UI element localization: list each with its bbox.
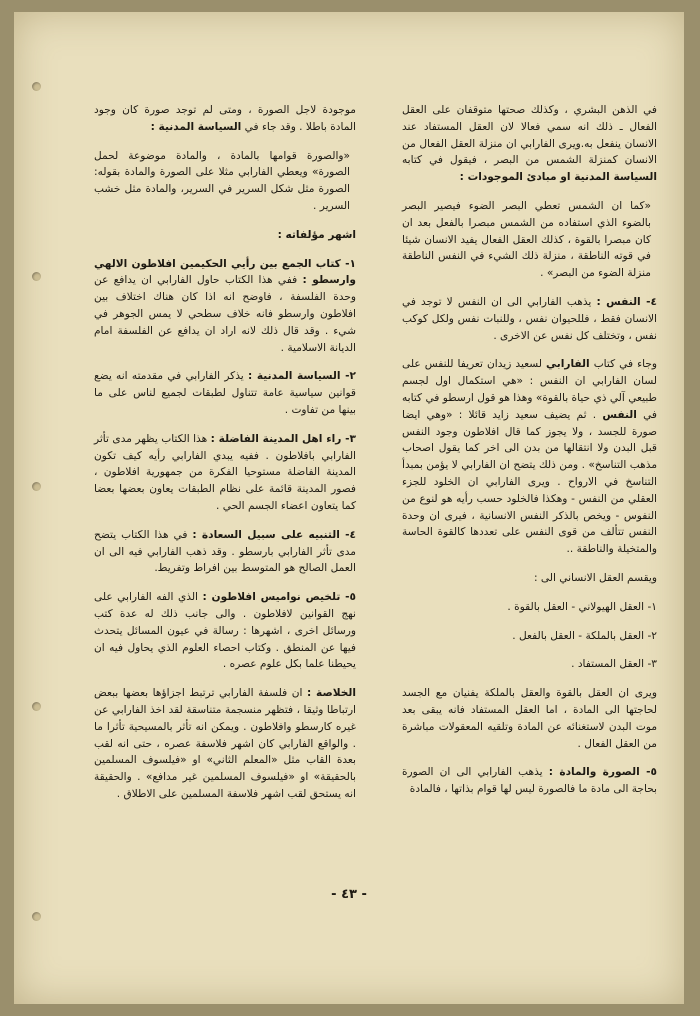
work-title: ٤- التنبيه على سبيل السعادة :	[192, 528, 356, 541]
binding-hole	[32, 702, 41, 711]
conclusion	[94, 685, 356, 803]
work-item	[94, 527, 356, 577]
book-title: السياسة المدنية :	[150, 120, 242, 133]
work-text: الذي الفه الفارابي على نهج القوانين لافلاطون . والى جانب ذلك له عدة كتب ورسائل اخرى ، اشهرها : رسالة في عيون المسائل يتحدث فيها عن المنطق . وكتاب احصاء العلوم الذي يحاول فيه ان يحيطنا علما بكل علوم عصره .	[94, 591, 356, 671]
work-title: ٥- تلخيص نواميس افلاطون :	[202, 591, 356, 604]
paragraph-text: وجاء في كتاب	[589, 358, 657, 371]
work-text: في هذا الكتاب يتضح مدى تأثر الفارابي بارسطو . وقد ذهب الفارابي فيه الى ان العمل الصالح هو المتوسط بين افراط وتفريط.	[94, 528, 356, 575]
paragraph	[402, 294, 657, 344]
paragraph	[402, 102, 657, 186]
paragraph-text: يذهب الفارابي الى ان النفس لا توجد في الانسان فقط ، فللحيوان نفس ، وللنبات نفس ولكل كوكب نفس ، وتختلف كل نفس عن الاخرى .	[402, 295, 657, 342]
work-title: ١- كتاب الجمع بين رأيي الحكيمين افلاطون الالهي وارسطو :	[94, 257, 357, 287]
paragraph: ويقسم العقل الانساني الى :	[533, 571, 657, 584]
paragraph	[402, 764, 657, 798]
work-title: ٢- السياسة المدنية :	[248, 370, 356, 383]
left-column	[94, 102, 356, 815]
list-item: ٣- العقل المستفاد .	[571, 658, 657, 671]
works-heading: اشهر مؤلفاته :	[277, 228, 356, 241]
section-heading: ٥- الصورة والمادة :	[548, 766, 657, 779]
binding-hole	[32, 912, 41, 921]
work-text: يذكر الفارابي في مقدمته انه يضع قوانين سياسية عامة تتناول لطبقات لجميع لناس على ما بينها من تفاوت .	[94, 370, 356, 416]
page-number: - ٤٣ -	[331, 887, 367, 902]
paragraph-text: لسعيد زيدان تعريفا للنفس على لسان الفارابي ان النفس : «هي استكمال اول لجسم طبيعي آلي ذي حياة بالقوة» وهذا هو قول ارسطو في كتابه في	[402, 358, 657, 421]
quote: «كما ان الشمس تعطي البصر الضوء فيصير البصر بالضوء الذي استفاده من الشمس مبصرا بالفعل بعد ان كان مبصرا بالقوة ، كذلك العقل الفعال يفيد الانسان شيئا في قوته الناطقة ، منزلة ذلك الشيء في النفس الناطقة منزلة الضوء من البصر» .	[402, 199, 651, 280]
work-item	[94, 431, 356, 515]
binding-holes	[28, 12, 50, 1004]
quote: «والصورة قوامها بالمادة ، والمادة موضوعة لحمل الصورة» ويعطي الفارابي مثلا على الصورة والمادة بقوله: الصورة مثل شكل السرير في السرير، والمادة مثل خشب السرير .	[94, 149, 350, 212]
paragraph-text: موجودة لاجل الصورة ، ومتى لم توجد صورة كان وجود المادة باطلا . وقد جاء في	[94, 104, 356, 133]
binding-hole	[32, 82, 41, 91]
work-item	[94, 589, 356, 673]
conclusion-text: ان فلسفة الفارابي ترتبط اجزاؤها بعضها ببعض ارتباطا وثيقا ، فتظهر منسجمة متناسقة لقد اخذ الفارابي عن غيره كارسطو وافلاطون . ويمكن انه تأثر بالمسيحية تأثرا ما . والواقع الفارابي كان اشهر فلاسفة عصره ، حتى انه لقب بعدة القاب مثل «المعلم الثاني» او «فيلسوف المسلمين بالحقيقة» او «فيلسوف المسلمين غير مدافع» . والحقيقة انه يستحق لقب اشهر فلاسفة المسلمين على الاطلاق .	[94, 687, 356, 800]
work-title: ٣- راء اهل المدينة الفاضلة :	[210, 432, 356, 445]
paragraph-text: يذهب الفارابي الى ان الصورة بحاجة الى مادة ما فالصورة ليس لها قوام بذاتها ، فالمادة	[402, 766, 657, 796]
work-item	[94, 368, 356, 418]
paragraph-text: في الذهن البشري ، وكذلك صحتها متوقفان على العقل الفعال ـ ذلك انه سمي فعالا لان العقل المستفاد عند الانسان ينفعل به.ويرى الفارابي ان منزلة العقل الفعال من الانسان كمنزلة الشمس من البصر ، فيقول في كتابه	[402, 104, 657, 167]
term-bold: النفس	[602, 408, 637, 421]
right-column	[402, 102, 657, 810]
paragraph-text: . ثم يضيف سعيد زايد قائلا : «وهي ايضا صورة للجسد ، ولا يجوز كما قال افلاطون وجود النفس قبل البدن ولا انتقالها من بدن الى اخر كما يقول اصحاب مذهب التناسخ» . ومن ذلك يتضح ان الفارابي لا يؤمن بمبدأ التناسخ في الارواح . ويرى الفارابي ان الخلود للجزء العقلي من النفس - وهكذا فالخلود حسب رأيه هو لنوع من النفوس - ويخص بالذكر النفس الانسانية ، فيرى ان وحدة النفس تتألف من قوى النفس على تعددها كالقوة الحاسة والمتخيلة والناطقة ..	[402, 408, 657, 556]
name-bold: الفارابي	[546, 358, 590, 371]
binding-hole	[32, 482, 41, 491]
section-heading: ٤- النفس :	[596, 295, 657, 308]
page-sheet	[14, 12, 684, 1004]
work-text: هذا الكتاب يظهر مدى تأثر الفارابي بافلاطون . ففيه يبدي الفارابي رأيه كيف تكون المدينة الفاضلة مستوحيا الفكرة من جمهورية افلاطون ، فصور المدينة قائمة على نظام الطبقات يعاون بعضها بعضا كما يتعاون اعضاء الجسم الحي .	[94, 432, 356, 512]
list-item: ١- العقل الهيولاني - العقل بالقوة .	[507, 600, 657, 613]
list-item: ٢- العقل بالملكة - العقل بالفعل .	[512, 629, 657, 642]
paragraph	[94, 102, 356, 136]
conclusion-title: الخلاصة :	[306, 687, 356, 700]
book-title: السياسة المدنية او مبادئ الموجودات :	[459, 171, 657, 184]
work-text: ففي هذا الكتاب حاول الفارابي ان يدافع عن وحدة الفلسفة ، فاوضح انه اذا كان هناك اختلاف بين افلاطون وارسطو فانه خلاف سطحي لا يمس الجوهر في شيء . وقد قال ذلك لانه اراد ان يدافع عن الفلسفة امام الديانة الاسلامية .	[94, 274, 356, 354]
paragraph: ويرى ان العقل بالقوة والعقل بالملكة يفنيان مع الجسد لحاجتها الى المادة ، اما العقل المستفاد فانه يبقى بعد موت البدن لاستغنائه عن المادة وتلقيه المعقولات مباشرة من العقل الفعال .	[402, 687, 657, 750]
work-item	[94, 256, 356, 357]
binding-hole	[32, 272, 41, 281]
paragraph	[402, 356, 657, 558]
